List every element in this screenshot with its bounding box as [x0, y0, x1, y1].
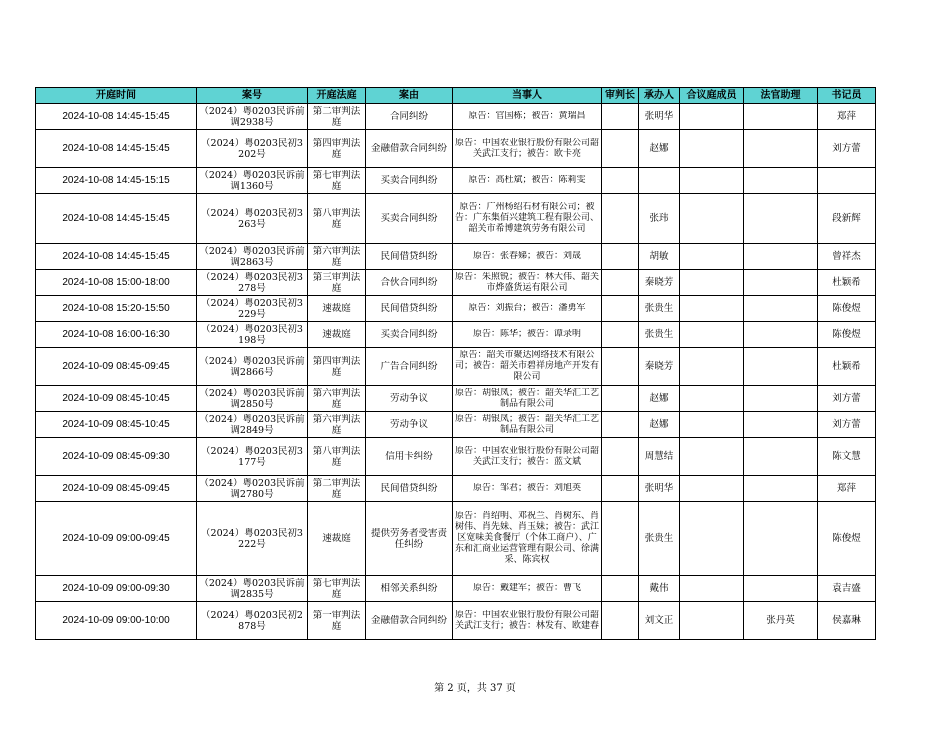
- cell-court-text: 第六审判法庭: [312, 387, 361, 410]
- cell-handler: 张明华: [639, 476, 680, 502]
- cell-court-text: 第二审判法庭: [312, 105, 361, 128]
- cell-case: [197, 438, 308, 476]
- cell-parties: [453, 270, 602, 296]
- cell-assistant: [744, 348, 818, 386]
- cell-handler: 刘文正: [639, 602, 680, 640]
- header-courtroom: 开庭法庭: [308, 88, 366, 104]
- table-row: [36, 438, 876, 476]
- cell-court: [308, 502, 366, 576]
- cell-case-text: （2024）粤0203民初2878号: [201, 609, 303, 632]
- cell-presiding: [602, 386, 639, 412]
- cell-panel: [680, 296, 744, 322]
- cell-court: [308, 348, 366, 386]
- cell-parties-text: 原告：中国农业银行股份有限公司韶关武江支行；被告：欧卡亮: [455, 137, 599, 159]
- page-footer: 第 2 页，共 37 页: [434, 683, 516, 694]
- header-clerk: 书记员: [818, 88, 876, 104]
- cell-time-text: 2024-10-09 08:45-10:45: [62, 393, 170, 404]
- table-row: [36, 168, 876, 194]
- cell-court-text: 第八审判法庭: [312, 445, 361, 468]
- cell-handler: 秦晓芳: [639, 270, 680, 296]
- cell-case-text: （2024）粤0203民诉前调2938号: [199, 105, 305, 128]
- cell-parties: [453, 502, 602, 576]
- cell-clerk: 刘方蕾: [818, 386, 876, 412]
- cell-assistant: [744, 502, 818, 576]
- cell-parties-text: 原告：胡银凤；被告：韶关华汇工艺制品有限公司: [455, 387, 599, 409]
- cell-assistant: [744, 104, 818, 130]
- table-row: [36, 104, 876, 130]
- cell-time-text: 2024-10-08 14:45-15:45: [62, 143, 170, 154]
- table-row: [36, 194, 876, 244]
- cell-time-text: 2024-10-08 14:45-15:45: [62, 251, 170, 262]
- cell-clerk: 杜颖希: [818, 270, 876, 296]
- cell-parties-text: 原告：官国栋；被告：黄瑞昌: [468, 111, 586, 121]
- cell-court-text: 第四审判法庭: [312, 355, 361, 378]
- cell-case-text: （2024）粤0203民初3222号: [201, 527, 303, 550]
- cell-parties-text: 原告：中国农业银行股份有限公司韶关武江支行；被告：林发有、欧建春: [455, 609, 599, 631]
- cell-court-text: 第七审判法庭: [312, 577, 361, 600]
- cell-case-text: （2024）粤0203民初3229号: [201, 297, 303, 320]
- cell-panel: [680, 322, 744, 348]
- cell-case-text: （2024）粤0203民诉前调2866号: [199, 355, 305, 378]
- table-row: [36, 244, 876, 270]
- cell-parties: [453, 194, 602, 244]
- cell-parties: [453, 322, 602, 348]
- cell-cause: [366, 476, 453, 502]
- cell-case: [197, 168, 308, 194]
- cell-presiding: [602, 244, 639, 270]
- cell-assistant: 张丹英: [744, 602, 818, 640]
- cell-cause: [366, 104, 453, 130]
- cell-parties-text: 原告：韶关市聚达网络技术有限公司；被告：韶关市碧祥房地产开发有限公司: [455, 350, 599, 382]
- cell-parties: [453, 412, 602, 438]
- cell-time: [36, 476, 197, 502]
- cell-case: [197, 602, 308, 640]
- cell-assistant: [744, 322, 818, 348]
- cell-time: [36, 194, 197, 244]
- cell-court: [308, 244, 366, 270]
- cell-presiding: [602, 438, 639, 476]
- cell-cause: [366, 412, 453, 438]
- cell-court-text: 第二审判法庭: [312, 477, 361, 500]
- cell-court-text: 第四审判法庭: [312, 137, 361, 160]
- table-row: [36, 130, 876, 168]
- cell-cause-text: 劳动争议: [389, 419, 428, 430]
- cell-time-text: 2024-10-09 09:00-09:45: [62, 533, 170, 544]
- cell-presiding: [602, 104, 639, 130]
- cell-presiding: [602, 348, 639, 386]
- cell-parties-text: 原告：胡银凤；被告：韶关华汇工艺制品有限公司: [455, 413, 599, 435]
- cell-assistant: [744, 296, 818, 322]
- cell-case: [197, 244, 308, 270]
- cell-clerk: 曾祥杰: [818, 244, 876, 270]
- cell-time: [36, 322, 197, 348]
- cell-court-text: 第六审判法庭: [312, 245, 361, 268]
- cell-assistant: [744, 386, 818, 412]
- cell-panel: [680, 168, 744, 194]
- cell-cause-text: 民间借贷纠纷: [380, 483, 438, 494]
- cell-clerk: 陈文慧: [818, 438, 876, 476]
- cell-panel: [680, 502, 744, 576]
- cell-parties: [453, 602, 602, 640]
- cell-parties-text: 原告：朱照锐；被告：林大伟、韶关市烨盛货运有限公司: [455, 271, 599, 293]
- cell-parties: [453, 244, 602, 270]
- cell-court-text: 第三审判法庭: [312, 271, 361, 294]
- cell-parties-text: 原告：刘振台；被告：潘勇军: [468, 303, 586, 313]
- cell-handler: [639, 168, 680, 194]
- cell-case: [197, 576, 308, 602]
- header-panel-members: 合议庭成员: [680, 88, 744, 104]
- cell-cause-text: 合同纠纷: [389, 111, 428, 122]
- cell-case: [197, 104, 308, 130]
- cell-case-text: （2024）粤0203民诉前调2849号: [199, 413, 305, 436]
- cell-cause-text: 民间借贷纠纷: [380, 303, 438, 314]
- cell-time-text: 2024-10-09 08:45-09:45: [62, 361, 170, 372]
- cell-panel: [680, 194, 744, 244]
- cell-presiding: [602, 168, 639, 194]
- cell-clerk: 刘方蕾: [818, 130, 876, 168]
- cell-time-text: 2024-10-09 08:45-10:45: [62, 419, 170, 430]
- cell-cause-text: 合伙合同纠纷: [380, 277, 438, 288]
- cell-cause-text: 民间借贷纠纷: [380, 251, 438, 262]
- cell-presiding: [602, 322, 639, 348]
- cell-court: [308, 412, 366, 438]
- cell-parties: [453, 386, 602, 412]
- cell-time-text: 2024-10-09 08:45-09:45: [62, 483, 170, 494]
- cell-time-text: 2024-10-09 08:45-09:30: [62, 451, 170, 462]
- table-row: [36, 576, 876, 602]
- cell-parties-text: 原告：邹君；被告：刘旭英: [472, 483, 581, 493]
- cell-court: [308, 104, 366, 130]
- cell-time: [36, 168, 197, 194]
- cell-court: [308, 602, 366, 640]
- cell-handler: 赵娜: [639, 386, 680, 412]
- cell-handler: 戴伟: [639, 576, 680, 602]
- cell-court-text: 第八审判法庭: [312, 207, 361, 230]
- cell-clerk: [818, 168, 876, 194]
- table-row: [36, 348, 876, 386]
- cell-clerk: 郑萍: [818, 104, 876, 130]
- cell-court: [308, 130, 366, 168]
- header-hearing-time: 开庭时间: [36, 88, 197, 104]
- cell-case: [197, 502, 308, 576]
- cell-court: [308, 386, 366, 412]
- header-cause: 案由: [366, 88, 453, 104]
- cell-cause: [366, 348, 453, 386]
- cell-parties-text: 原告：中国农业银行股份有限公司韶关武江支行；被告：蓝文斌: [455, 445, 599, 467]
- cell-cause-text: 买卖合同纠纷: [380, 175, 438, 186]
- cell-assistant: [744, 270, 818, 296]
- cell-court: [308, 322, 366, 348]
- cell-cause-text: 劳动争议: [389, 393, 428, 404]
- cell-court: [308, 270, 366, 296]
- cell-case: [197, 194, 308, 244]
- cell-case-text: （2024）粤0203民诉前调1360号: [199, 169, 305, 192]
- cell-court: [308, 194, 366, 244]
- cell-handler: 张贵生: [639, 296, 680, 322]
- cell-case: [197, 476, 308, 502]
- cell-time: [36, 502, 197, 576]
- cell-case-text: （2024）粤0203民初3202号: [201, 137, 303, 160]
- cell-case-text: （2024）粤0203民初3278号: [201, 271, 303, 294]
- cell-time-text: 2024-10-09 09:00-09:30: [62, 583, 170, 594]
- cell-parties: [453, 476, 602, 502]
- cell-assistant: [744, 244, 818, 270]
- cell-cause: [366, 322, 453, 348]
- cell-time-text: 2024-10-08 14:45-15:15: [62, 175, 170, 186]
- cell-panel: [680, 438, 744, 476]
- cell-cause: [366, 244, 453, 270]
- table-row: [36, 502, 876, 576]
- table-row: [36, 296, 876, 322]
- cell-assistant: [744, 576, 818, 602]
- cell-cause-text: 提供劳务者受害责任纠纷: [370, 527, 447, 550]
- cell-cause: [366, 502, 453, 576]
- cell-case-text: （2024）粤0203民诉前调2780号: [199, 477, 305, 500]
- cell-court-text: 第一审判法庭: [312, 609, 361, 632]
- header-handler: 承办人: [639, 88, 680, 104]
- cell-time-text: 2024-10-09 09:00-10:00: [62, 615, 170, 626]
- cell-case: [197, 322, 308, 348]
- header-presiding-judge: 审判长: [602, 88, 639, 104]
- cell-presiding: [602, 270, 639, 296]
- cell-cause-text: 买卖合同纠纷: [380, 213, 438, 224]
- cell-cause: [366, 296, 453, 322]
- cell-time-text: 2024-10-08 16:00-16:30: [62, 329, 170, 340]
- cell-parties: [453, 296, 602, 322]
- cell-presiding: [602, 602, 639, 640]
- cell-court: [308, 576, 366, 602]
- cell-assistant: [744, 412, 818, 438]
- cell-time: [36, 386, 197, 412]
- cell-court-text: 速裁庭: [322, 329, 351, 340]
- cell-case: [197, 386, 308, 412]
- header-parties: 当事人: [453, 88, 602, 104]
- cell-parties-text: 原告：广州杨绍石材有限公司；被告：广东集佰兴建筑工程有限公司、韶关市希博建筑劳务有限公司: [455, 202, 599, 234]
- cell-assistant: [744, 194, 818, 244]
- cell-cause: [366, 194, 453, 244]
- cell-presiding: [602, 194, 639, 244]
- cell-court: [308, 296, 366, 322]
- cell-case-text: （2024）粤0203民初3177号: [201, 445, 303, 468]
- cell-case: [197, 296, 308, 322]
- cell-cause: [366, 168, 453, 194]
- cell-time: [36, 130, 197, 168]
- table-header-row: [36, 88, 876, 104]
- cell-panel: [680, 244, 744, 270]
- cell-parties: [453, 576, 602, 602]
- cell-panel: [680, 576, 744, 602]
- cell-panel: [680, 412, 744, 438]
- cell-parties-text: 原告：张春娣；被告：刘晟: [472, 251, 581, 261]
- cell-case-text: （2024）粤0203民初3263号: [201, 207, 303, 230]
- cell-cause-text: 信用卡纠纷: [385, 451, 433, 462]
- cell-panel: [680, 270, 744, 296]
- cell-case-text: （2024）粤0203民诉前调2835号: [199, 577, 305, 600]
- table-row: [36, 386, 876, 412]
- cell-parties: [453, 130, 602, 168]
- cell-parties: [453, 348, 602, 386]
- table-row: [36, 270, 876, 296]
- cell-time-text: 2024-10-08 15:00-18:00: [62, 277, 170, 288]
- hearing-schedule-table: [35, 87, 876, 640]
- cell-time: [36, 576, 197, 602]
- cell-court-text: 第六审判法庭: [312, 413, 361, 436]
- cell-time-text: 2024-10-08 15:20-15:50: [62, 303, 170, 314]
- cell-court-text: 速裁庭: [322, 533, 351, 544]
- cell-parties-text: 原告：肖绍明、邓祝兰、肖树东、肖树伟、肖先妹、肖玉妹；被告：武江区宽味美食餐厅（个体工商户）、广东和汇商业运营管理有限公司、徐满采、陈宾权: [455, 511, 599, 565]
- cell-clerk: 陈俊煜: [818, 502, 876, 576]
- cell-court-text: 第七审判法庭: [312, 169, 361, 192]
- cell-court-text: 速裁庭: [322, 303, 351, 314]
- cell-clerk: 陈俊煜: [818, 296, 876, 322]
- header-case-number: 案号: [197, 88, 308, 104]
- cell-parties: [453, 168, 602, 194]
- cell-cause: [366, 270, 453, 296]
- cell-presiding: [602, 576, 639, 602]
- cell-cause-text: 广告合同纠纷: [380, 361, 438, 372]
- cell-cause-text: 相邻关系纠纷: [380, 583, 438, 594]
- cell-time: [36, 412, 197, 438]
- cell-clerk: 刘方蕾: [818, 412, 876, 438]
- cell-parties-text: 原告：戴建军；被告：曹飞: [472, 583, 581, 593]
- cell-panel: [680, 348, 744, 386]
- cell-panel: [680, 476, 744, 502]
- cell-case-text: （2024）粤0203民诉前调2850号: [199, 387, 305, 410]
- cell-handler: 赵娜: [639, 130, 680, 168]
- cell-presiding: [602, 502, 639, 576]
- cell-parties: [453, 438, 602, 476]
- cell-case: [197, 348, 308, 386]
- cell-time-text: 2024-10-08 14:45-15:45: [62, 111, 170, 122]
- cell-handler: 张玮: [639, 194, 680, 244]
- cell-clerk: 郑萍: [818, 476, 876, 502]
- cell-parties: [453, 104, 602, 130]
- cell-parties-text: 原告：高杜斌；被告：陈莉雯: [468, 175, 586, 185]
- cell-parties-text: 原告：陈华；被告：谭录明: [472, 329, 581, 339]
- cell-time: [36, 104, 197, 130]
- cell-panel: [680, 104, 744, 130]
- cell-assistant: [744, 168, 818, 194]
- cell-presiding: [602, 412, 639, 438]
- table-row: [36, 602, 876, 640]
- cell-handler: 胡敏: [639, 244, 680, 270]
- cell-cause-text: 金融借款合同纠纷: [370, 143, 447, 154]
- cell-assistant: [744, 476, 818, 502]
- cell-case: [197, 412, 308, 438]
- cell-clerk: 袁吉盛: [818, 576, 876, 602]
- table-row: [36, 412, 876, 438]
- cell-handler: 张贵生: [639, 322, 680, 348]
- cell-court: [308, 168, 366, 194]
- cell-cause: [366, 576, 453, 602]
- cell-case: [197, 130, 308, 168]
- table-row: [36, 322, 876, 348]
- cell-clerk: 杜颖希: [818, 348, 876, 386]
- cell-clerk: 侯嘉琳: [818, 602, 876, 640]
- cell-cause: [366, 386, 453, 412]
- cell-time: [36, 602, 197, 640]
- cell-assistant: [744, 130, 818, 168]
- cell-time: [36, 296, 197, 322]
- table-row: [36, 476, 876, 502]
- cell-cause: [366, 602, 453, 640]
- cell-presiding: [602, 476, 639, 502]
- cell-time-text: 2024-10-08 14:45-15:45: [62, 213, 170, 224]
- cell-cause-text: 金融借款合同纠纷: [370, 615, 447, 626]
- cell-time: [36, 244, 197, 270]
- cell-handler: 赵娜: [639, 412, 680, 438]
- cell-panel: [680, 602, 744, 640]
- cell-court: [308, 476, 366, 502]
- cell-case-text: （2024）粤0203民初3198号: [201, 323, 303, 346]
- cell-presiding: [602, 296, 639, 322]
- cell-court: [308, 438, 366, 476]
- cell-time: [36, 438, 197, 476]
- cell-time: [36, 348, 197, 386]
- cell-assistant: [744, 438, 818, 476]
- cell-handler: 张贵生: [639, 502, 680, 576]
- cell-case: [197, 270, 308, 296]
- cell-handler: 秦晓芳: [639, 348, 680, 386]
- cell-cause: [366, 438, 453, 476]
- cell-panel: [680, 130, 744, 168]
- cell-handler: 张明华: [639, 104, 680, 130]
- cell-panel: [680, 386, 744, 412]
- cell-clerk: 陈俊煜: [818, 322, 876, 348]
- cell-time: [36, 270, 197, 296]
- cell-case-text: （2024）粤0203民诉前调2863号: [199, 245, 305, 268]
- cell-cause-text: 买卖合同纠纷: [380, 329, 438, 340]
- header-judge-assistant: 法官助理: [744, 88, 818, 104]
- cell-clerk: 段新辉: [818, 194, 876, 244]
- cell-presiding: [602, 130, 639, 168]
- cell-handler: 周慧结: [639, 438, 680, 476]
- cell-cause: [366, 130, 453, 168]
